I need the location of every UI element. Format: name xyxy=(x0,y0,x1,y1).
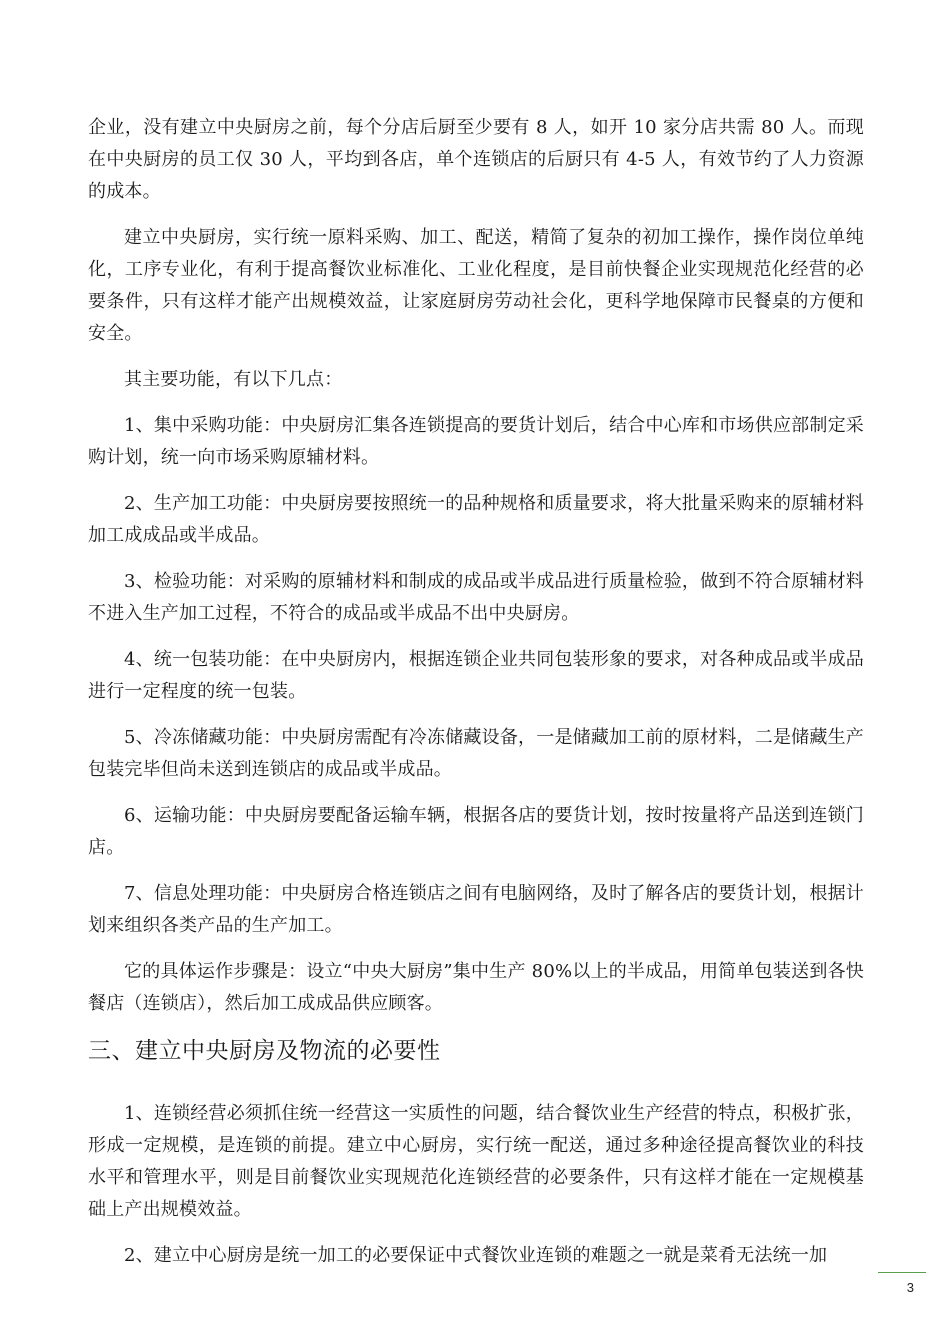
paragraph-function-purchasing: 1、集中采购功能：中央厨房汇集各连锁提高的要货计划后，结合中心库和市场供应部制定采购计划，统一向市场采购原辅材料。 xyxy=(88,415,864,468)
paragraph-labor-cost: 企业，没有建立中央厨房之前，每个分店后厨至少要有 8 人，如开 10 家分店共需 80 人。而现在中央厨房的员工仅 30 人，平均到各店，单个连锁店的后厨只有 4-5 人，有效节约了人力资源的成本。 xyxy=(88,117,864,202)
paragraph-function-inspection: 3、检验功能：对采购的原辅材料和制成的成品或半成品进行质量检验，做到不符合原辅材料不进入生产加工过程，不符合的成品或半成品不出中央厨房。 xyxy=(88,571,864,624)
document-page xyxy=(88,112,864,1286)
paragraph-function-storage: 5、冷冻储藏功能：中央厨房需配有冷冻储藏设备，一是储藏加工前的原材料，二是储藏生产包装完毕但尚未送到连锁店的成品或半成品。 xyxy=(88,727,864,780)
footer-rule xyxy=(878,1272,926,1273)
paragraph-necessity-chain: 1、连锁经营必须抓住统一经营这一实质性的问题，结合餐饮业生产经营的特点，积极扩张，形成一定规模，是连锁的前提。建立中心厨房，实行统一配送，通过多种途径提高餐饮业的科技水平和管理水平，则是目前餐饮业实现规范化连锁经营的必要条件，只有这样才能在一定规模基础上产出规模效益。 xyxy=(88,1103,864,1220)
paragraph-operation-steps: 它的具体运作步骤是：设立“中央大厨房”集中生产 80%以上的半成品，用简单包装送到各快餐店（连锁店），然后加工成成品供应顾客。 xyxy=(88,961,864,1014)
paragraph-functions-intro: 其主要功能，有以下几点： xyxy=(124,369,343,390)
paragraph-function-packaging: 4、统一包装功能：在中央厨房内，根据连锁企业共同包装形象的要求，对各种成品或半成品进行一定程度的统一包装。 xyxy=(88,649,864,702)
paragraph-necessity-processing: 2、建立中心厨房是统一加工的必要保证中式餐饮业连锁的难题之一就是菜肴无法统一加 xyxy=(124,1245,828,1266)
section-heading: 三、建立中央厨房及物流的必要性 xyxy=(88,1038,441,1064)
paragraph-function-transport: 6、运输功能：中央厨房要配备运输车辆，根据各店的要货计划，按时按量将产品送到连锁门店。 xyxy=(88,805,864,858)
page-number: 3 xyxy=(906,1280,914,1295)
paragraph-function-information: 7、信息处理功能：中央厨房合格连锁店之间有电脑网络，及时了解各店的要货计划，根据计划来组织各类产品的生产加工。 xyxy=(88,883,864,936)
paragraph-function-processing: 2、生产加工功能：中央厨房要按照统一的品种规格和质量要求，将大批量采购来的原辅材料加工成成品或半成品。 xyxy=(88,493,864,546)
paragraph-central-kitchen-benefits: 建立中央厨房，实行统一原料采购、加工、配送，精简了复杂的初加工操作，操作岗位单纯化，工序专业化，有利于提高餐饮业标准化、工业化程度，是目前快餐企业实现规范化经营的必要条件，只有这样才能产出规模效益，让家庭厨房劳动社会化，更科学地保障市民餐桌的方便和安全。 xyxy=(88,227,864,344)
